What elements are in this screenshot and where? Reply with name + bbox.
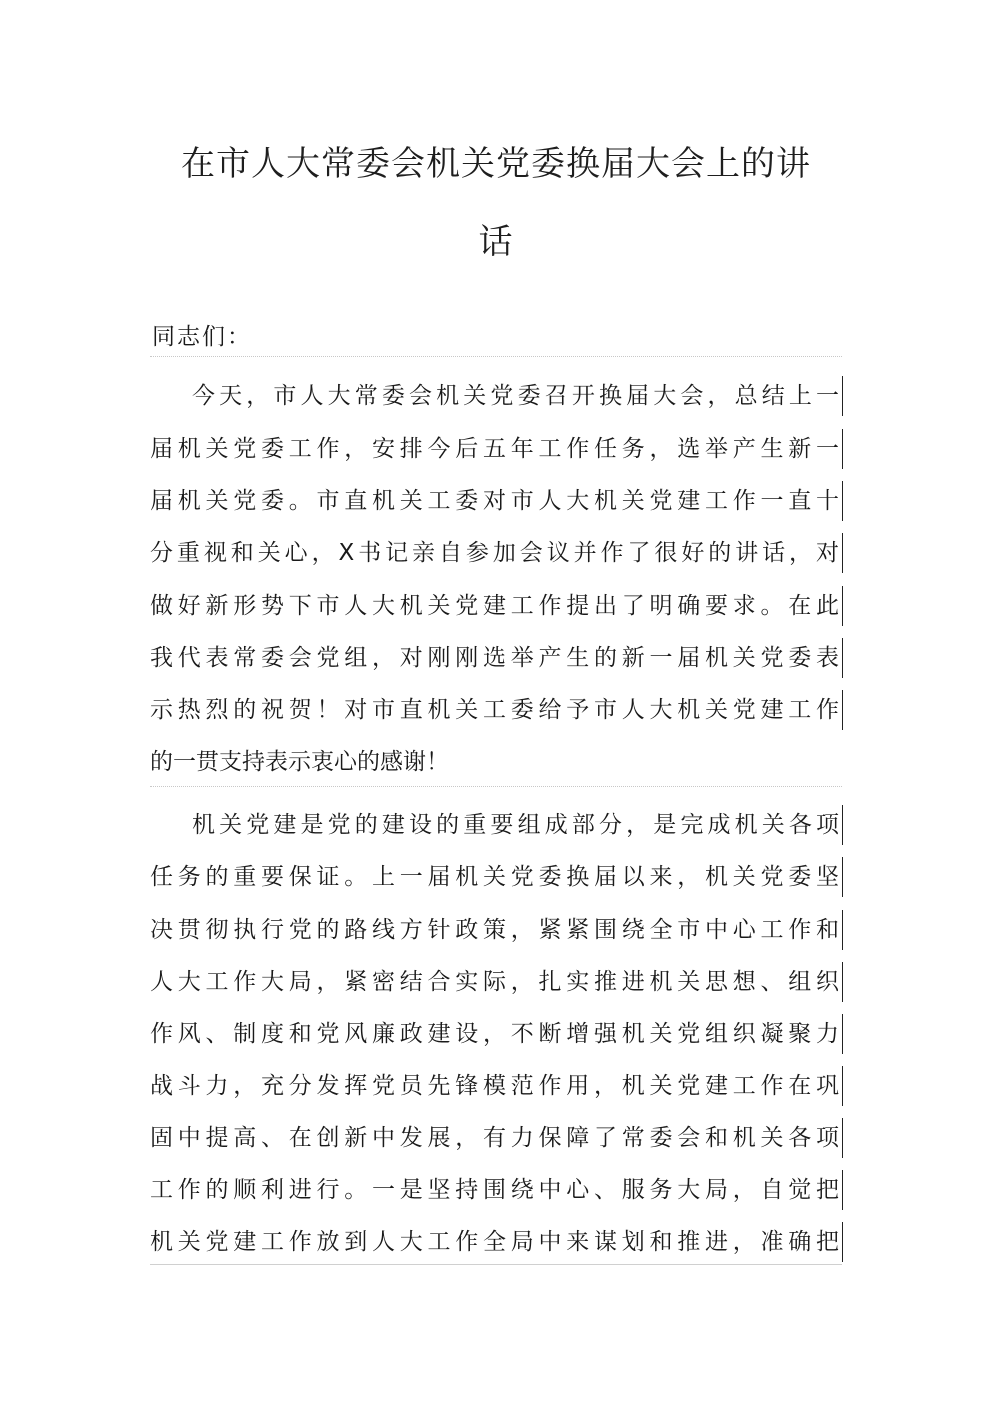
paragraph-2-line: 工作的顺利进行。一是坚持围绕中心、服务大局，自觉把 bbox=[150, 1170, 843, 1210]
paragraph-2-line: 任务的重要保证。上一届机关党委换届以来，机关党委坚 bbox=[150, 857, 843, 897]
paragraph-1-line: 示热烈的祝贺！对市直机关工委给予市人大机关党建工作 bbox=[150, 690, 843, 730]
paragraph-2-line: 战斗力，充分发挥党员先锋模范作用，机关党建工作在巩 bbox=[150, 1066, 843, 1106]
paragraph-1-line: 我代表常委会党组，对刚刚选举产生的新一届机关党委表 bbox=[150, 638, 843, 678]
salutation: 同志们： bbox=[152, 324, 252, 350]
paragraph-2-line: 机关党建工作放到人大工作全局中来谋划和推进，准确把 bbox=[150, 1222, 843, 1262]
paragraph-1-line: 分重视和关心，X书记亲自参加会议并作了很好的讲话，对 bbox=[150, 533, 843, 573]
paragraph-1-line: 届机关党委工作，安排今后五年工作任务，选举产生新一 bbox=[150, 429, 843, 469]
divider bbox=[150, 356, 842, 357]
paragraph-1-line: 做好新形势下市人大机关党建工作提出了明确要求。在此 bbox=[150, 586, 843, 626]
divider bbox=[150, 1264, 842, 1265]
paragraph-2-line: 机关党建是党的建设的重要组成部分，是完成机关各项 bbox=[192, 805, 843, 845]
paragraph-2-line: 人大工作大局，紧密结合实际，扎实推进机关思想、组织 bbox=[150, 962, 843, 1002]
paragraph-1-line: 今天，市人大常委会机关党委召开换届大会，总结上一 bbox=[192, 376, 843, 416]
document-title-line-2: 话 bbox=[478, 222, 514, 262]
paragraph-2-line: 固中提高、在创新中发展，有力保障了常委会和机关各项 bbox=[150, 1118, 843, 1158]
paragraph-2-line: 作风、制度和党风廉政建设，不断增强机关党组织凝聚力 bbox=[150, 1014, 843, 1054]
paragraph-1-line: 的一贯支持表示衷心的感谢！ bbox=[150, 749, 449, 775]
paragraph-2-line: 决贯彻执行党的路线方针政策，紧紧围绕全市中心工作和 bbox=[150, 910, 843, 950]
divider bbox=[150, 786, 842, 787]
paragraph-1-line: 届机关党委。市直机关工委对市人大机关党建工作一直十 bbox=[150, 481, 843, 521]
document-title-line-1: 在市人大常委会机关党委换届大会上的讲 bbox=[181, 144, 811, 184]
